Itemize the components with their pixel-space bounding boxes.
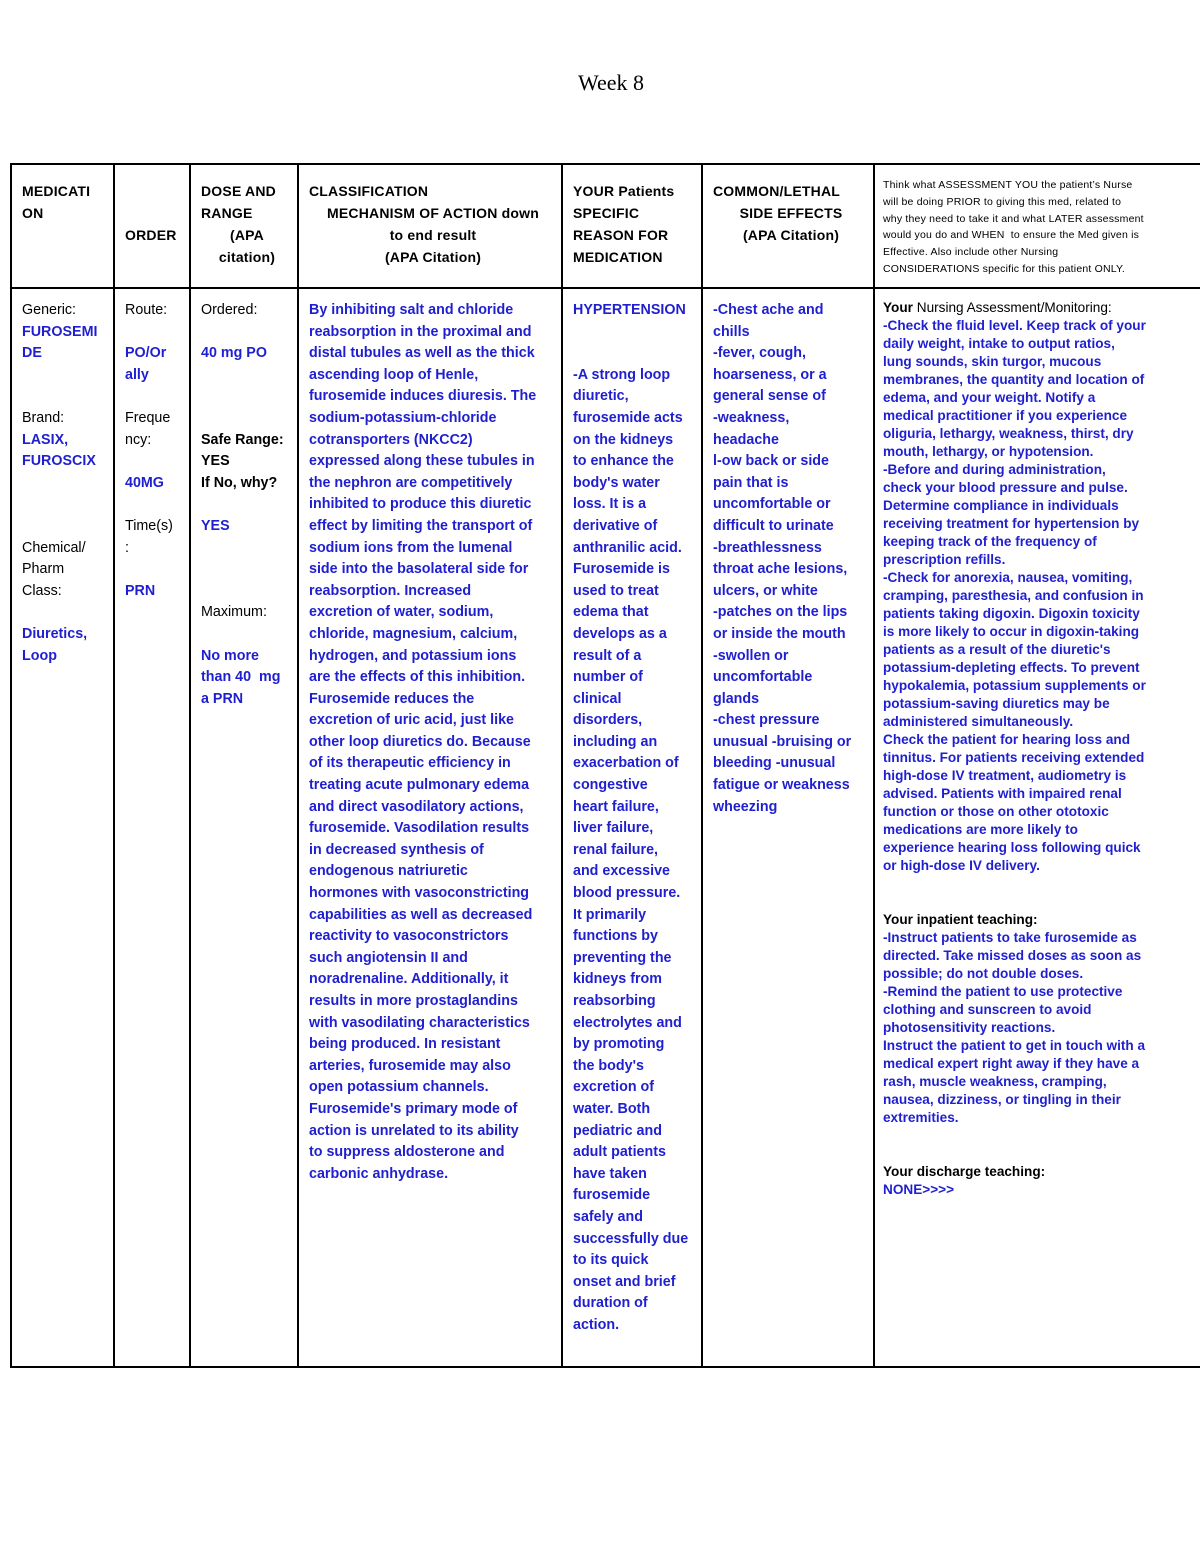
maximum-label: Maximum: [201, 604, 267, 621]
text-line: uncomfortable [713, 669, 813, 686]
text-line: anthranilic acid. [573, 539, 682, 556]
mechanism-text [299, 289, 561, 1185]
text-line: REASON FOR [573, 227, 669, 243]
header-classification [298, 164, 562, 288]
text-line: to enhance the [573, 453, 674, 470]
text-line: SIDE EFFECTS [739, 205, 843, 221]
text-line: open potassium channels. [309, 1079, 489, 1096]
text-line: DOSE AND [201, 183, 276, 199]
order-cell [114, 288, 190, 1367]
text-line: chloride, magnesium, calcium, [309, 625, 518, 642]
text-line: edema that [573, 604, 649, 621]
text-line: disorders, [573, 712, 643, 729]
text-line: Loop [22, 647, 57, 664]
text-line: and excessive [573, 863, 670, 880]
text-line: sodium-potassium-chloride [309, 409, 497, 426]
text-line: clothing and sunscreen to avoid [883, 1002, 1092, 1017]
text-line: cotransporters (NKCC2) [309, 431, 473, 448]
text-line: bleeding -unusual [713, 755, 836, 772]
text-line: administered simultaneously. [883, 714, 1074, 729]
text-line: -swollen or [713, 647, 789, 664]
text-line: Furosemide's primary mode of [309, 1100, 518, 1117]
text-line: to its quick [573, 1252, 649, 1269]
text-line: -fever, cough, [713, 345, 806, 362]
text-line: YOUR Patients [573, 183, 675, 199]
text-line: citation) [218, 249, 276, 265]
text-line: ncy: [125, 431, 152, 448]
route-label: Route: [125, 302, 168, 318]
ordered-value: 40 mg PO [201, 345, 267, 362]
text-line: Freque [125, 409, 171, 426]
text-line: edema, and your weight. Notify a [883, 390, 1096, 405]
text-line: the nephron are competitively [309, 474, 513, 491]
inpatient-label: Your inpatient teaching: [883, 912, 1038, 927]
generic-label: Generic: [22, 302, 77, 318]
assessment-text [883, 317, 1200, 875]
text-line: on the kidneys [573, 431, 674, 448]
text-line: electrolytes and [573, 1014, 682, 1031]
text-line: cramping, paresthesia, and confusion in [883, 588, 1144, 603]
times-value: PRN [125, 582, 156, 599]
text-line: Effective. Also include other Nursing [883, 246, 1059, 259]
text-line: inhibited to produce this diuretic [309, 496, 532, 513]
text-line: preventing the [573, 949, 672, 966]
text-line: keeping track of the frequency of [883, 534, 1097, 549]
text-line: develops as a [573, 625, 667, 642]
text-line: patients taking digoxin. Digoxin toxicity [883, 606, 1140, 621]
safe-range-label: Safe Range: [201, 431, 284, 448]
text-line: chills [713, 323, 750, 340]
text-line: expressed along these tubules in [309, 453, 535, 470]
text-line: Furosemide is [573, 561, 670, 578]
text-line: treating acute pulmonary edema [309, 777, 530, 794]
text-line: uncomfortable or [713, 496, 831, 513]
text-line: hydrogen, and potassium ions [309, 647, 517, 664]
text-line: clinical [573, 690, 622, 707]
text-line: a PRN [201, 690, 244, 707]
text-line: (APA [230, 227, 264, 243]
text-line: result of a [573, 647, 642, 664]
if-no-why-label: If No, why? [201, 474, 278, 491]
side-effects-list [703, 289, 873, 818]
text-line: congestive [573, 777, 648, 794]
text-line: the body's [573, 1057, 644, 1074]
text-line: onset and brief [573, 1273, 676, 1290]
text-line: successfully due [573, 1230, 689, 1247]
text-line: l-ow back or side [713, 453, 829, 470]
text-line: capabilities as well as decreased [309, 906, 533, 923]
text-line: Furosemide reduces the [309, 690, 475, 707]
text-line: mouth, lethargy, or hypotension. [883, 444, 1094, 459]
times-label [125, 516, 185, 559]
text-line: unusual -bruising or [713, 733, 852, 750]
text-line: -Before and during administration, [883, 462, 1106, 477]
text-line: will be doing PRIOR to giving this med, related to [883, 195, 1122, 208]
inpatient-text [883, 929, 1200, 1127]
text-line: is more likely to occur in digoxin-taking [883, 624, 1140, 639]
text-line: would you do and WHEN to ensure the Med given is [883, 229, 1140, 242]
text-line: other loop diuretics do. Because [309, 733, 531, 750]
text-line: -breathlessness [713, 539, 822, 556]
text-line: safely and [573, 1208, 643, 1225]
text-line: (APA Citation) [742, 227, 840, 243]
generic-value [22, 322, 109, 365]
text-line: used to treat [573, 582, 659, 599]
text-line: Pharm [22, 561, 65, 578]
text-line: potassium-saving diuretics may be [883, 696, 1110, 711]
assessment-label-bold: Your [883, 300, 913, 315]
text-line: -Check for anorexia, nausea, vomiting, [883, 570, 1133, 585]
text-line: ascending loop of Henle, [309, 366, 479, 383]
text-line: glands [713, 690, 760, 707]
discharge-value: NONE>>>> [883, 1182, 955, 1197]
text-line: advised. Patients with impaired renal [883, 786, 1122, 801]
text-line: action is unrelated to its ability [309, 1122, 519, 1139]
text-line: MECHANISM OF ACTION down [327, 205, 539, 221]
text-line: photosensitivity reactions. [883, 1020, 1056, 1035]
header-medication [11, 164, 114, 288]
maximum-value [201, 646, 293, 711]
text-line: reactivity to vasoconstrictors [309, 928, 509, 945]
text-line: water. Both [573, 1100, 651, 1117]
text-line: excretion of uric acid, just like [309, 712, 514, 729]
text-line: Diuretics, [22, 625, 88, 642]
text-line: -weakness, [713, 409, 790, 426]
text-line: body's water [573, 474, 660, 491]
text-line: ON [22, 205, 44, 221]
text-line: CONSIDERATIONS specific for this patient ONLY. [883, 262, 1126, 275]
route-value [125, 343, 185, 386]
text-line: No more [201, 647, 259, 664]
header-dose [190, 164, 298, 288]
text-line: possible; do not double doses. [883, 966, 1084, 981]
text-line: or high-dose IV delivery. [883, 858, 1040, 873]
text-line: reabsorbing [573, 993, 656, 1009]
header-reason [562, 164, 702, 288]
page-title: Week 8 [577, 70, 645, 95]
text-line: Determine compliance in individuals [883, 498, 1119, 513]
text-line: headache [713, 431, 779, 448]
text-line: function or those on other ototoxic [883, 804, 1109, 819]
side-effects-cell [702, 288, 874, 1367]
text-line: heart failure, [573, 798, 659, 815]
text-line: -Chest ache and [713, 302, 824, 318]
mechanism-cell [298, 288, 562, 1367]
text-line: furosemide. Vasodilation results [309, 820, 530, 837]
text-line: medical expert right away if they have a [883, 1056, 1140, 1071]
text-line: effect by limiting the transport of [309, 517, 533, 534]
class-label [22, 538, 109, 603]
text-line: FUROSCIX [22, 453, 96, 470]
text-line: Instruct the patient to get in touch with a [883, 1038, 1146, 1053]
text-line: liver failure, [573, 820, 654, 837]
dose-cell [190, 288, 298, 1367]
body-row [11, 288, 1200, 1367]
if-no-why-value: YES [201, 517, 230, 534]
text-line: patients as a result of the diuretic's [883, 642, 1111, 657]
text-line: DE [22, 345, 42, 362]
text-line: than 40 mg [201, 669, 281, 686]
nursing-cell [874, 288, 1200, 1367]
text-line: ORDER [125, 227, 177, 243]
frequency-value: 40MG [125, 474, 164, 491]
text-line: of its therapeutic efficiency in [309, 755, 511, 772]
text-line: potassium-depleting effects. To prevent [883, 660, 1140, 675]
text-line: FUROSEMI [22, 323, 98, 340]
text-line: furosemide acts [573, 409, 683, 426]
brand-value [22, 430, 109, 473]
text-line: action. [573, 1316, 620, 1333]
text-line: Time(s) [125, 517, 173, 534]
text-line: by promoting [573, 1036, 665, 1053]
header-row [11, 164, 1200, 288]
text-line: exacerbation of [573, 755, 679, 772]
text-line: -A strong loop [573, 366, 671, 383]
text-line: distal tubules as well as the thick [309, 345, 535, 362]
text-line: experience hearing loss following quick [883, 840, 1141, 855]
text-line: -Remind the patient to use protective [883, 984, 1123, 999]
text-line: being produced. In resistant [309, 1036, 501, 1053]
text-line: sodium ions from the lumenal [309, 539, 513, 556]
text-line: with vasodilating characteristics [309, 1014, 530, 1031]
diagnosis: HYPERTENSION [573, 302, 686, 318]
text-line: COMMON/LETHAL [713, 183, 841, 199]
text-line: MEDICATI [22, 183, 91, 199]
text-line: ulcers, or white [713, 582, 818, 599]
header-order [114, 164, 190, 288]
text-line: arteries, furosemide may also [309, 1057, 511, 1074]
text-line: throat ache lesions, [713, 561, 848, 578]
text-line: MEDICATION [573, 249, 663, 265]
text-line: -chest pressure [713, 712, 820, 729]
text-line: tinnitus. For patients receiving extended [883, 750, 1145, 765]
text-line: It primarily [573, 906, 647, 923]
text-line: or inside the mouth [713, 625, 846, 642]
text-line: wheezing [713, 798, 778, 815]
text-line: Chemical/ [22, 539, 86, 556]
ordered-label: Ordered: [201, 302, 258, 318]
text-line: CLASSIFICATION [309, 183, 429, 199]
medication-cell [11, 288, 114, 1367]
text-line: difficult to urinate [713, 517, 834, 534]
text-line: pain that is [713, 474, 789, 491]
text-line: reabsorption. Increased [309, 582, 472, 599]
safe-range-value: YES [201, 453, 230, 470]
text-line: directed. Take missed doses as soon as [883, 948, 1142, 963]
text-line: blood pressure. [573, 885, 681, 902]
text-line: daily weight, intake to output ratios, [883, 336, 1115, 351]
text-line: -Instruct patients to take furosemide as [883, 930, 1137, 945]
text-line: By inhibiting salt and chloride [309, 302, 514, 318]
brand-label: Brand: [22, 409, 65, 426]
text-line: carbonic anhydrase. [309, 1165, 449, 1182]
text-line: why they need to take it and what LATER assessment [883, 212, 1144, 225]
text-line: pediatric and [573, 1122, 662, 1139]
text-line: hoarseness, or a [713, 366, 827, 383]
text-line: side into the basolateral side for [309, 561, 529, 578]
text-line: number of [573, 669, 643, 686]
text-line: such angiotensin II and [309, 949, 468, 966]
class-value [22, 624, 109, 667]
text-line: functions by [573, 928, 658, 945]
text-line: Check the patient for hearing loss and [883, 732, 1130, 747]
text-line: furosemide induces diuresis. The [309, 388, 537, 405]
text-line: endogenous natriuretic [309, 863, 468, 880]
text-line: LASIX, [22, 431, 69, 448]
text-line: kidneys from [573, 971, 662, 988]
text-line: rash, muscle weakness, cramping, [883, 1074, 1107, 1089]
text-line: renal failure, [573, 841, 659, 858]
text-line: and direct vasodilatory actions, [309, 798, 524, 815]
text-line: membranes, the quantity and location of [883, 372, 1145, 387]
text-line: results in more prostaglandins [309, 993, 518, 1009]
medication-table [10, 163, 1200, 1368]
text-line: are the effects of this inhibition. [309, 669, 526, 686]
discharge-label: Your discharge teaching: [883, 1164, 1046, 1179]
text-line: -Check the fluid level. Keep track of your [883, 318, 1146, 333]
text-line: oliguria, lethargy, weakness, thirst, dry [883, 426, 1134, 441]
text-line: including an [573, 733, 658, 750]
header-side-effects [702, 164, 874, 288]
text-line: to end result [389, 227, 477, 243]
text-line: prescription refills. [883, 552, 1006, 567]
text-line: noradrenaline. Additionally, it [309, 971, 509, 988]
text-line: receiving treatment for hypertension by [883, 516, 1140, 531]
text-line: general sense of [713, 388, 826, 405]
text-line: medications are more likely to [883, 822, 1078, 837]
header-nursing [874, 164, 1200, 288]
text-line: excretion of [573, 1079, 655, 1096]
text-line: ally [125, 366, 149, 383]
text-line: high-dose IV treatment, audiometry is [883, 768, 1127, 783]
text-line: check your blood pressure and pulse. [883, 480, 1128, 495]
text-line: hormones with vasoconstricting [309, 885, 530, 902]
text-line: duration of [573, 1295, 648, 1312]
text-line: fatigue or weakness [713, 777, 850, 794]
text-line: PO/Or [125, 345, 167, 362]
reason-text [573, 365, 697, 1337]
text-line: extremities. [883, 1110, 959, 1125]
text-line: diuretic, [573, 388, 629, 405]
text-line: medical practitioner if you experience [883, 408, 1128, 423]
text-line: : [125, 539, 129, 556]
assessment-label: Nursing Assessment/Monitoring: [912, 300, 1112, 315]
text-line: in decreased synthesis of [309, 841, 484, 858]
text-line: nausea, dizziness, or tingling in their [883, 1092, 1121, 1107]
frequency-label [125, 408, 185, 451]
text-line: SPECIFIC [573, 205, 640, 221]
text-line: hypokalemia, potassium supplements or [883, 678, 1146, 693]
text-line: -patches on the lips [713, 604, 848, 621]
reason-cell [562, 288, 702, 1367]
text-line: excretion of water, sodium, [309, 604, 494, 621]
text-line: to suppress aldosterone and [309, 1144, 505, 1161]
text-line: Class: [22, 582, 62, 599]
text-line: Think what ASSESSMENT YOU the patient’s Nurse [883, 179, 1133, 191]
text-line: derivative of [573, 517, 658, 534]
text-line: lung sounds, skin turgor, mucous [883, 354, 1102, 369]
text-line: have taken [573, 1165, 647, 1182]
text-line: furosemide [573, 1187, 651, 1204]
text-line: (APA Citation) [384, 249, 482, 265]
text-line: RANGE [201, 205, 253, 221]
text-line: loss. It is a [573, 496, 647, 513]
text-line: reabsorption in the proximal and [309, 323, 532, 340]
text-line: adult patients [573, 1144, 666, 1161]
